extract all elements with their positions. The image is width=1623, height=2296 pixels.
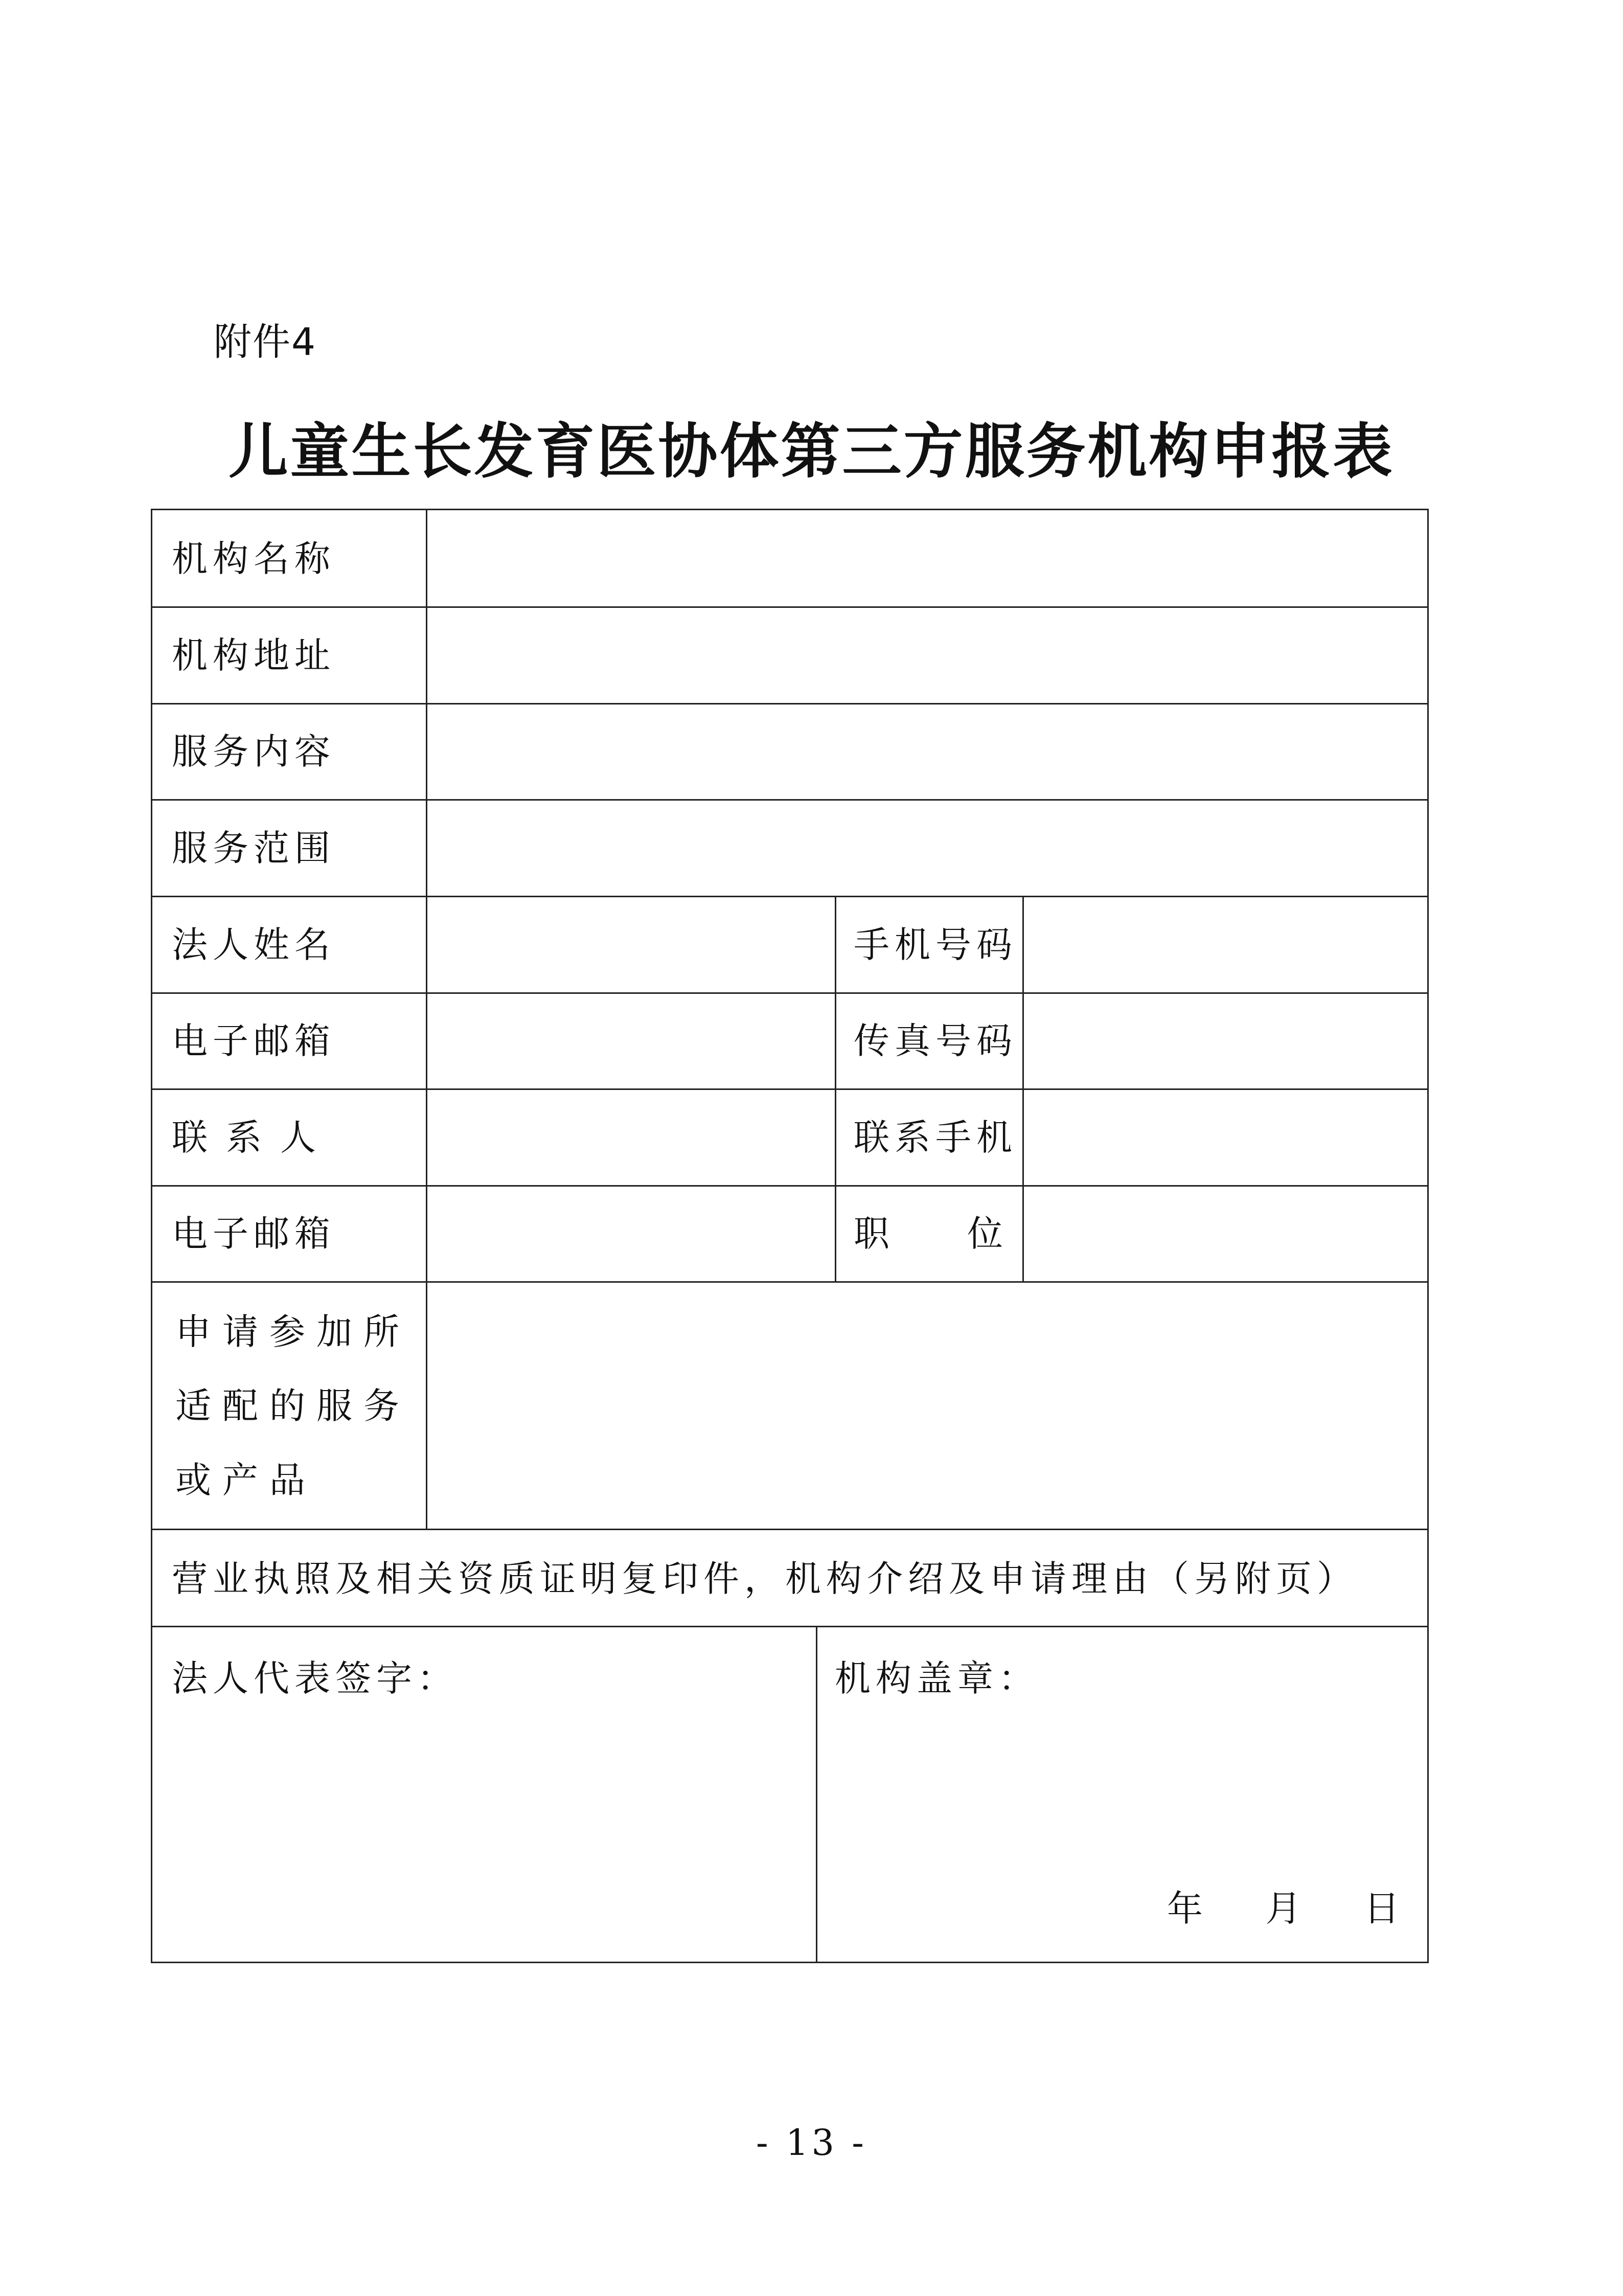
contact-char: 联 bbox=[172, 1117, 208, 1158]
seal-label: 机构盖章： bbox=[835, 1657, 1039, 1699]
date-line bbox=[1167, 1888, 1400, 1929]
mobile-label: 手机号码 bbox=[854, 924, 1017, 966]
contact-email-field[interactable] bbox=[427, 1187, 835, 1281]
date-year-char: 年 bbox=[1167, 1888, 1203, 1929]
org-name-field[interactable] bbox=[427, 510, 1427, 606]
fax-field[interactable] bbox=[1024, 994, 1427, 1088]
position-label bbox=[854, 1213, 1003, 1255]
attachment-label: 附件4 bbox=[214, 320, 317, 364]
org-address-field[interactable] bbox=[427, 608, 1427, 703]
apply-products-label: 申请参加所适配的服务或产品 bbox=[175, 1311, 410, 1501]
org-name-label: 机构名称 bbox=[172, 538, 335, 580]
service-content-label: 服务内容 bbox=[172, 731, 335, 772]
service-scope-label: 服务范围 bbox=[172, 827, 335, 869]
mobile-field[interactable] bbox=[1024, 897, 1427, 992]
legal-name-label: 法人姓名 bbox=[172, 924, 335, 966]
org-address-label: 机构地址 bbox=[172, 634, 335, 676]
attachments-note: 营业执照及相关资质证明复印件，机构介绍及申请理由（另附页） bbox=[172, 1558, 1358, 1600]
contact-char: 人 bbox=[280, 1117, 316, 1158]
service-scope-field[interactable] bbox=[427, 801, 1427, 896]
fax-label: 传真号码 bbox=[854, 1020, 1017, 1062]
contact-person-field[interactable] bbox=[427, 1090, 835, 1185]
signature-area[interactable] bbox=[152, 1627, 816, 1962]
contact-mobile-field[interactable] bbox=[1024, 1090, 1427, 1185]
row-divider bbox=[152, 1529, 1427, 1530]
contact-mobile-label: 联系手机 bbox=[854, 1117, 1017, 1158]
page-title: 儿童生长发育医协体第三方服务机构申报表 bbox=[228, 417, 1395, 486]
date-day-char: 日 bbox=[1364, 1888, 1400, 1929]
position-field[interactable] bbox=[1024, 1187, 1427, 1281]
contact-char: 系 bbox=[226, 1117, 262, 1158]
contact-person-label bbox=[172, 1117, 316, 1158]
service-content-field[interactable] bbox=[427, 704, 1427, 799]
apply-products-field[interactable] bbox=[427, 1283, 1427, 1529]
legal-email-label: 电子邮箱 bbox=[172, 1020, 335, 1062]
position-char: 职 bbox=[854, 1213, 889, 1255]
legal-email-field[interactable] bbox=[427, 994, 835, 1088]
signature-label: 法人代表签字： bbox=[172, 1657, 458, 1699]
legal-name-field[interactable] bbox=[427, 897, 835, 992]
application-form-table bbox=[151, 509, 1429, 1963]
position-char: 位 bbox=[967, 1213, 1003, 1255]
page-number: - 13 - bbox=[756, 2122, 867, 2164]
column-divider bbox=[835, 896, 836, 1281]
date-month-char: 月 bbox=[1265, 1888, 1301, 1929]
contact-email-label: 电子邮箱 bbox=[172, 1213, 335, 1255]
